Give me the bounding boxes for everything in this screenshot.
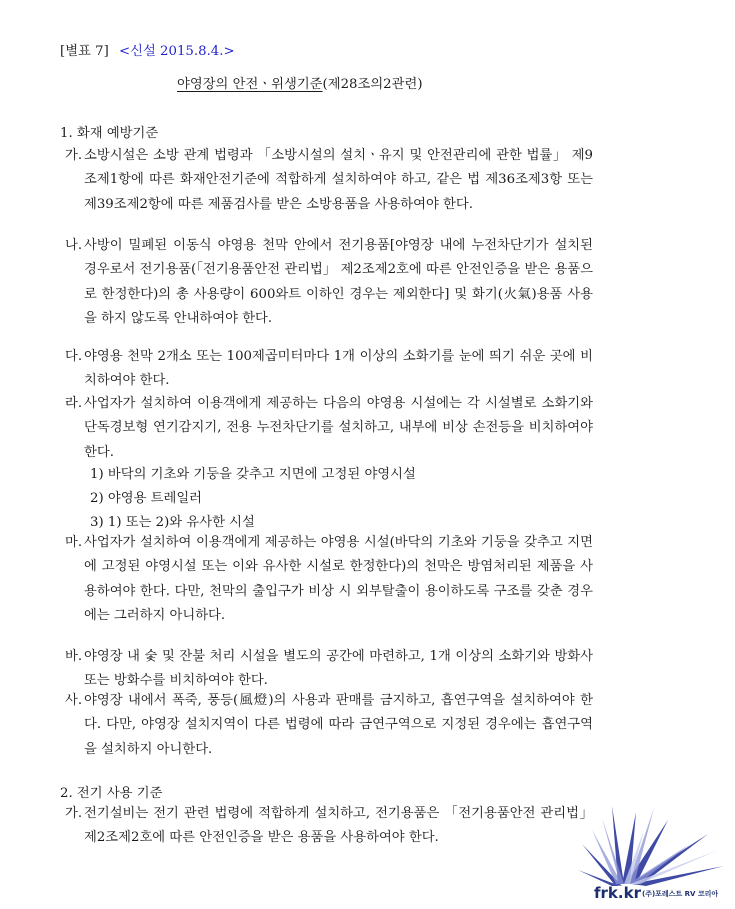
clause-mark: 마. bbox=[65, 535, 83, 550]
clause-text: 야영장 내 숯 및 잔불 처리 시설을 별도의 공간에 마련하고, 1개 이상의 소화기와 방화사 또는 방화수를 비치하여야 한다. bbox=[84, 649, 593, 689]
document-title bbox=[177, 73, 423, 92]
clause-mark: 가. bbox=[65, 806, 83, 821]
watermark-logo bbox=[578, 800, 728, 905]
clause-text: 소방시설은 소방 관계 법령과 「소방시설의 설치ㆍ유지 및 안전관리에 관한 법률」 제9조제1항에 따른 화재안전기준에 적합하게 설치하여야 하고, 같은 법 제36조제3항 또는 제39조제2항에 따른 제품검사를 받은 소방용품을 사용하여야 한다. bbox=[84, 148, 593, 212]
section-heading-fire: 1. 화재 예방기준 bbox=[60, 126, 159, 141]
clause-text: 전기설비는 전기 관련 법령에 적합하게 설치하고, 전기용품은 「전기용품안전 관리법」 제2조제2호에 따른 안전인증을 받은 용품을 사용하여야 한다. bbox=[84, 806, 593, 846]
clause-sa bbox=[65, 689, 593, 762]
title-reference: (제28조의2관련) bbox=[322, 77, 423, 92]
clause-na bbox=[65, 234, 593, 332]
clause-ba bbox=[65, 645, 593, 694]
clause-ga bbox=[65, 144, 593, 217]
clause-mark: 가. bbox=[65, 148, 83, 163]
star-burst-icon bbox=[578, 800, 728, 886]
clause-mark: 사. bbox=[65, 693, 83, 708]
clause-text: 사방이 밀폐된 이동식 야영용 천막 안에서 전기용품[야영장 내에 누전차단기가 설치된 경우로서 전기용품(「전기용품안전 관리법」 제2조제2호에 따른 안전인증을 받은 용품으로 한정한다)의 총 사용량이 600와트 이하인 경우는 제외한다] 및 화기(火氣)용품 사용을 하지 않도록 안내하여야 한다. bbox=[84, 238, 593, 327]
clause-ra bbox=[65, 392, 593, 465]
logo-company: (주)포레스트 RV 코리아 bbox=[642, 890, 719, 898]
clause-da bbox=[65, 345, 593, 394]
subitem-3: 3) 1) 또는 2)와 유사한 시설 bbox=[90, 515, 255, 530]
amendment-note: <신설 2015.8.4.> bbox=[119, 44, 235, 59]
clause-mark: 바. bbox=[65, 649, 83, 664]
clause-text: 야영장 내에서 폭죽, 풍등(風燈)의 사용과 판매를 금지하고, 흡연구역을 설치하여야 한다. 다만, 야영장 설치지역이 다른 법령에 따라 금연구역으로 지정된 경우에는 흡연구역을 설치하지 아니한다. bbox=[84, 693, 593, 757]
section-heading-electric: 2. 전기 사용 기준 bbox=[60, 786, 163, 801]
clause-text: 사업자가 설치하여 이용객에게 제공하는 야영용 시설(바닥의 기초와 기둥을 갖추고 지면에 고정된 야영시설 또는 이와 유사한 시설로 한정한다)의 천막은 방염처리된 제품을 사용하여야 한다. 다만, 천막의 출입구가 비상 시 외부탈출이 용이하도록 구조를 갖춘 경우에는 그러하지 아니하다. bbox=[84, 535, 593, 624]
title-main: 야영장의 안전ㆍ위생기준 bbox=[177, 77, 323, 92]
clause-electric-ga bbox=[65, 802, 593, 851]
clause-text: 야영용 천막 2개소 또는 100제곱미터마다 1개 이상의 소화기를 눈에 띄기 쉬운 곳에 비치하여야 한다. bbox=[84, 349, 593, 389]
logo-brand: frk.kr bbox=[594, 884, 641, 902]
annex-header bbox=[60, 40, 235, 59]
clause-mark: 다. bbox=[65, 349, 83, 364]
clause-ma bbox=[65, 531, 593, 629]
clause-mark: 라. bbox=[65, 396, 83, 411]
subitem-1: 1) 바닥의 기초와 기둥을 갖추고 지면에 고정된 야영시설 bbox=[90, 467, 416, 482]
clause-text: 사업자가 설치하여 이용객에게 제공하는 다음의 야영용 시설에는 각 시설별로 소화기와 단독경보형 연기감지기, 전용 누전차단기를 설치하고, 내부에 비상 손전등을 비치하여야 한다. bbox=[84, 396, 593, 460]
clause-mark: 나. bbox=[65, 238, 83, 253]
annex-label: [별표 7] bbox=[60, 44, 109, 59]
subitem-2: 2) 야영용 트레일러 bbox=[90, 491, 203, 506]
